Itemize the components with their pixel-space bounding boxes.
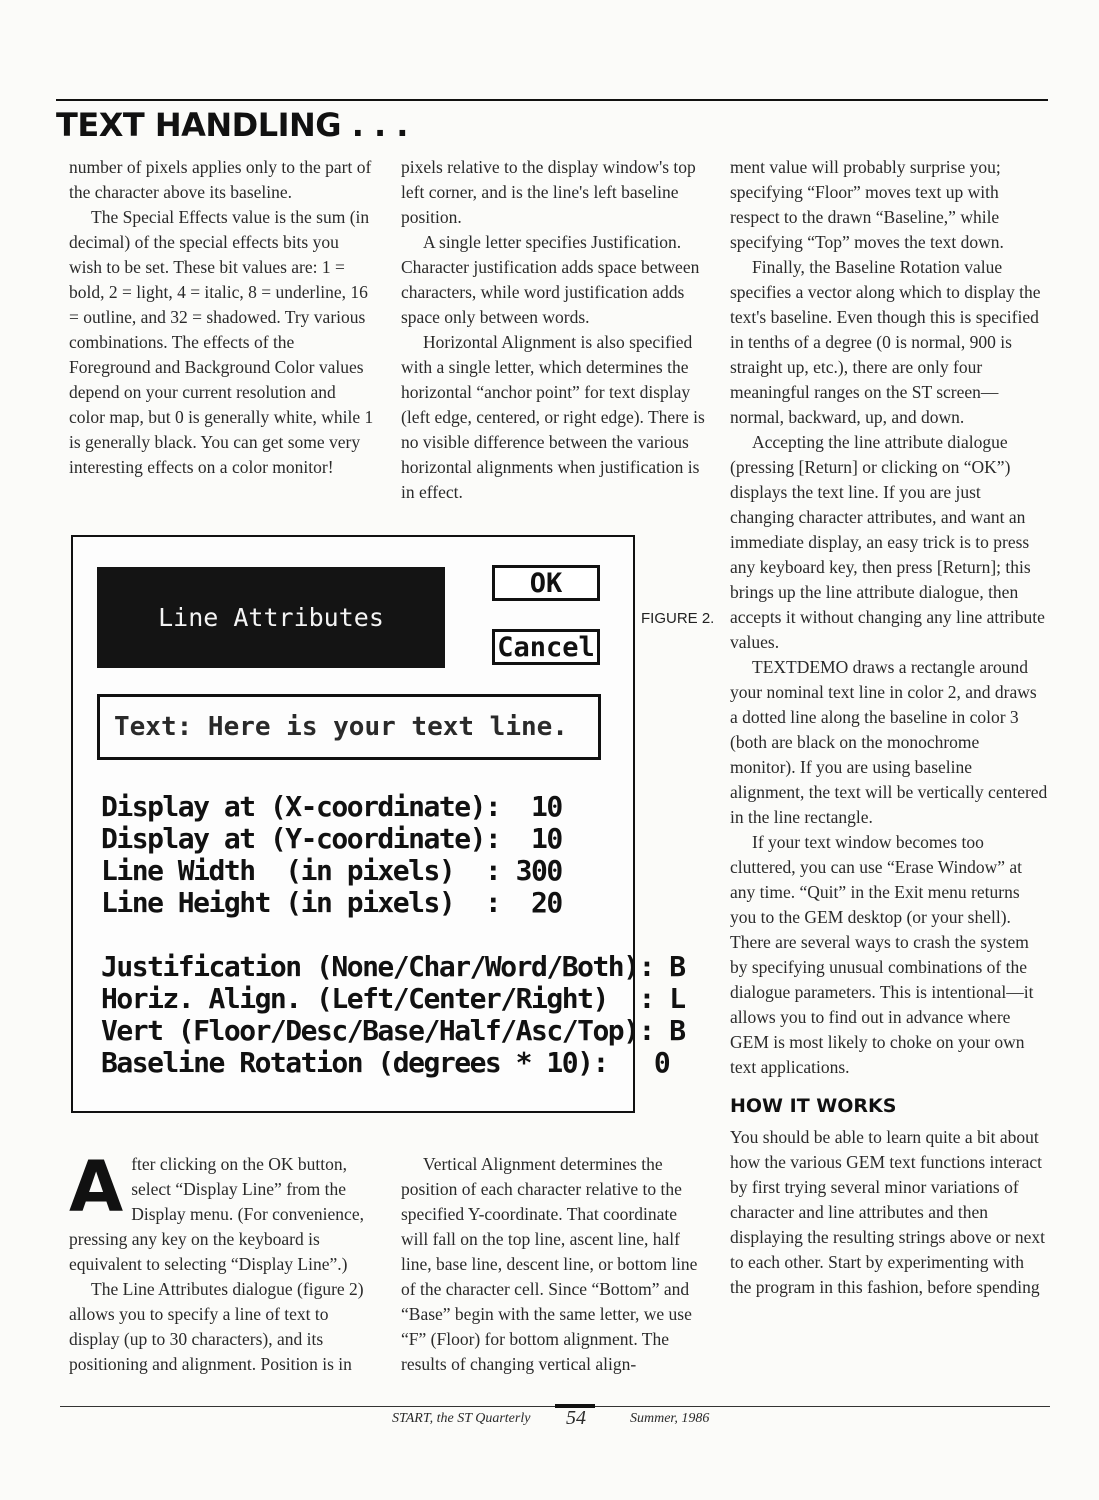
- paragraph: Finally, the Baseline Rotation value specifies a vector along which to display the text's baseline. Even though this is specified in tenths of a degree (0 is normal, 900 is straight up, etc.), there are only four meaningful ranges on the ST screen—normal, backward, up, and down.: [730, 257, 1041, 427]
- paragraph: ment value will probably surprise you; specifying “Floor” moves text up with respect to the drawn “Baseline,” while specifying “Top” moves the text down.: [730, 157, 1004, 252]
- paragraph: number of pixels applies only to the part of the character above its baseline.: [69, 157, 372, 202]
- bottom-column-1: [69, 1146, 375, 1377]
- vertical-align-field[interactable]: Vert (Floor/Desc/Base/Half/Asc/Top): B: [101, 1014, 685, 1047]
- paragraph: pixels relative to the display window's top left corner, and is the line's left baseline position.: [401, 157, 696, 227]
- publication-name: START, the ST Quarterly: [392, 1411, 531, 1426]
- paragraph: The Special Effects value is the sum (in decimal) of the special effects bits you wish to be set. These bit values are: 1 = bold, 2 = light, 4 = italic, 8 = underline, 16 = outline, and 32 = shadowed. Try various combinations. The effects of the Foreground and Background Color values depend on your current resolution and color map, but 0 is generally white, while 1 is generally black. You can get some very interesting effects on a color monitor!: [69, 207, 374, 477]
- paragraph-text: fter clicking on the OK button, select “Display Line” from the Display menu. (For convenience, pressing any key on the keyboard is equivalent to selecting “Display Line”.): [69, 1154, 364, 1274]
- justification-field[interactable]: Justification (None/Char/Word/Both): B: [101, 950, 685, 983]
- bottom-column-2: [401, 1152, 707, 1377]
- page-number: 54: [566, 1407, 586, 1429]
- cancel-button[interactable]: Cancel: [492, 629, 600, 665]
- paragraph: The Line Attributes dialogue (figure 2) allows you to specify a line of text to display (up to 30 characters), and its positioning and alignment. Position is in: [69, 1279, 364, 1374]
- figure-label: FIGURE 2.: [641, 610, 715, 627]
- text-line-field[interactable]: Text: Here is your text line.: [97, 694, 601, 760]
- paragraph: Vertical Alignment determines the position of each character relative to the specified Y-coordinate. That coordinate will fall on the top line, ascent line, half line, base line, descent line, or bottom line of the character cell. Since “Bottom” and “Base” begin with the same letter, we use “F” (Floor) for bottom alignment. The results of changing vertical align-: [401, 1154, 698, 1374]
- y-coordinate-field[interactable]: Display at (Y-coordinate): 10: [101, 822, 562, 855]
- subhead-how-it-works: HOW IT WORKS: [730, 1095, 897, 1117]
- dialog-title: Line Attributes: [97, 567, 445, 668]
- x-coordinate-field[interactable]: Display at (X-coordinate): 10: [101, 790, 562, 823]
- paragraph: TEXTDEMO draws a rectangle around your nominal text line in color 2, and draws a dotted line along the baseline in color 3 (both are black on the monochrome monitor). If you are using baseline alignment, the text will be vertically centered in the line rectangle.: [730, 657, 1048, 827]
- paragraph: [69, 1146, 375, 1277]
- top-column-1: [69, 155, 375, 480]
- horizontal-align-field[interactable]: Horiz. Align. (Left/Center/Right) : L: [101, 982, 685, 1015]
- issue-date: Summer, 1986: [630, 1411, 710, 1426]
- right-column: [730, 155, 1048, 1300]
- paragraph: You should be able to learn quite a bit about how the various GEM text functions interact by first trying several minor variations of character and line attributes and then displaying the resulting strings above or next to each other. Start by experimenting with the program in this fashion, before spending: [730, 1127, 1045, 1297]
- baseline-rotation-field[interactable]: Baseline Rotation (degrees * 10): 0: [101, 1046, 670, 1079]
- drop-cap: A: [69, 1146, 124, 1228]
- paragraph: A single letter specifies Justification. Character justification adds space between characters, while word justification adds space only between words.: [401, 232, 700, 327]
- line-width-field[interactable]: Line Width (in pixels) : 300: [101, 854, 562, 887]
- paragraph: If your text window becomes too cluttered, you can use “Erase Window” at any time. “Quit” in the Exit menu returns you to the GEM desktop (or your shell). There are several ways to crash the system by specifying unusual combinations of the dialogue parameters. This is intentional—it allows you to find out in advance where GEM is most likely to choke on your own text applications.: [730, 832, 1034, 1077]
- paragraph: Accepting the line attribute dialogue (pressing [Return] or clicking on “OK”) displays the text line. If you are just changing character attributes, and want an immediate display, an easy trick is to press any keyboard key, then press [Return]; this brings up the line attribute dialogue, then accepts it without changing any line attribute values.: [730, 432, 1045, 652]
- paragraph: Horizontal Alignment is also specified with a single letter, which determines the horizontal “anchor point” for text display (left edge, centered, or right edge). There is no visible difference between the various horizontal alignments when justification is in effect.: [401, 332, 705, 502]
- line-height-field[interactable]: Line Height (in pixels) : 20: [101, 886, 562, 919]
- top-column-2: [401, 155, 707, 505]
- header-rule: [56, 99, 1048, 101]
- ok-button[interactable]: OK: [492, 565, 600, 601]
- section-title: TEXT HANDLING . . .: [56, 106, 408, 144]
